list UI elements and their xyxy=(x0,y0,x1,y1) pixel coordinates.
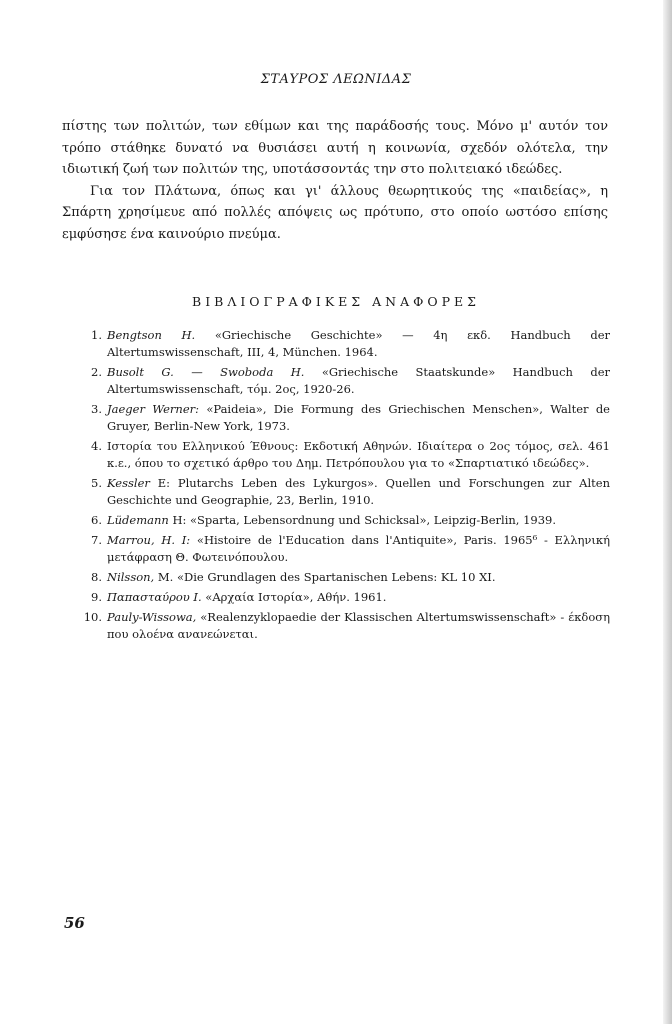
bibliography-entry xyxy=(82,569,610,586)
entry-author: Busolt G. — Swoboda H. xyxy=(107,365,305,379)
bibliography-entry xyxy=(82,438,610,472)
entry-number: 10. xyxy=(83,610,102,624)
entry-text: Ιστορία του Ελληνικού Έθνους: Εκδοτική Αθηνών. Ιδιαίτερα ο 2ος τόμος, σελ. 461 κ.ε., όπου το σχετικό άρθρο του Δημ. Πετρόπουλου για το «Σπαρτιατικό ιδεώδες». xyxy=(107,439,610,470)
entry-number: 2. xyxy=(91,365,102,379)
bibliography-heading: ΒΙΒΛΙΟΓΡΑΦΙΚΕΣ ΑΝΑΦΟΡΕΣ xyxy=(192,294,480,309)
entry-author: Jaeger Werner: xyxy=(107,402,200,416)
bibliography-entry xyxy=(82,475,610,509)
paragraph: Για τον Πλάτωνα, όπως και γι' άλλους θεωρητικούς της «παιδείας», η Σπάρτη χρησίμευε από πολλές απόψεις ως πρότυπο, στο οποίο ωστόσο επίσης εμφύσησε ένα καινούριο πνεύμα. xyxy=(62,183,608,242)
entry-text: «Griechische Geschichte» — 4η εκδ. Handbuch der Altertumswissenschaft, III, 4, München. 1964. xyxy=(107,328,611,359)
entry-text: M. «Die Grundlagen des Spartanischen Lebens: KL 10 XI. xyxy=(154,570,496,584)
entry-number: 6. xyxy=(91,513,102,527)
entry-author: Nilsson, xyxy=(107,570,155,584)
entry-number: 4. xyxy=(91,439,102,453)
entry-author: Pauly-Wissowa, xyxy=(107,610,197,624)
entry-author: Lüdemann xyxy=(107,513,169,527)
entry-text: «Griechische Staatskunde» Handbuch der Altertumswissenschaft, τόμ. 2ος, 1920-26. xyxy=(107,365,610,396)
entry-text: «Histoire de l'Education dans l'Antiquite», Paris. 1965⁶ - Ελληνική μετάφραση Θ. Φωτεινόπουλου. xyxy=(107,533,610,564)
entry-number: 9. xyxy=(91,590,102,604)
bibliography-entry xyxy=(82,589,610,606)
entry-number: 7. xyxy=(91,533,102,547)
entry-text: «Realenzyklopaedie der Klassischen Altertumswissenschaft» - έκδοση που ολοένα ανανεώνεται. xyxy=(107,610,610,641)
bibliography-entry xyxy=(82,327,610,361)
entry-number: 3. xyxy=(91,402,102,416)
running-head: ΣΤΑΥΡΟΣ ΛΕΩΝΙΔΑΣ xyxy=(260,72,412,87)
page-number: 56 xyxy=(64,914,85,932)
page-edge-shadow xyxy=(663,0,672,1024)
bibliography-entry xyxy=(82,609,610,643)
bibliography-list xyxy=(82,327,610,646)
bibliography-entry xyxy=(82,401,610,435)
entry-author: Marrou, H. I: xyxy=(107,533,191,547)
bibliography-entry xyxy=(82,364,610,398)
entry-number: 5. xyxy=(91,476,102,490)
paragraph: πίστης των πολιτών, των εθίμων και της παράδοσής τους. Μόνο μ' αυτόν τον τρόπο στάθηκε δυνατό να θυσιάσει αυτή η κοινωνία, σχεδόν ολότελα, την ιδιωτική ζωή των πολιτών της, υποτάσσοντάς την στο πολιτειακό ιδεώδες. xyxy=(62,119,608,177)
bibliography-entry xyxy=(82,532,610,566)
entry-text: H: «Sparta, Lebensordnung und Schicksal», Leipzig-Berlin, 1939. xyxy=(168,513,557,527)
bibliography-entry xyxy=(82,512,610,529)
entry-author: Παπασταύρου Ι. xyxy=(107,590,202,604)
entry-text: «Paideia», Die Formung des Griechischen Menschen», Walter de Gruyer, Berlin-New York, 1973. xyxy=(107,402,610,433)
entry-number: 8. xyxy=(91,570,102,584)
entry-number: 1. xyxy=(91,328,102,342)
entry-author: Bengtson H. xyxy=(107,328,196,342)
entry-text: «Αρχαία Ιστορία», Αθήν. 1961. xyxy=(201,590,387,604)
entry-author: Kessler xyxy=(107,476,150,490)
entry-text: E: Plutarchs Leben des Lykurgos». Quellen und Forschungen zur Alten Geschichte und Geographie, 23, Berlin, 1910. xyxy=(107,476,610,507)
body-text xyxy=(62,116,608,245)
